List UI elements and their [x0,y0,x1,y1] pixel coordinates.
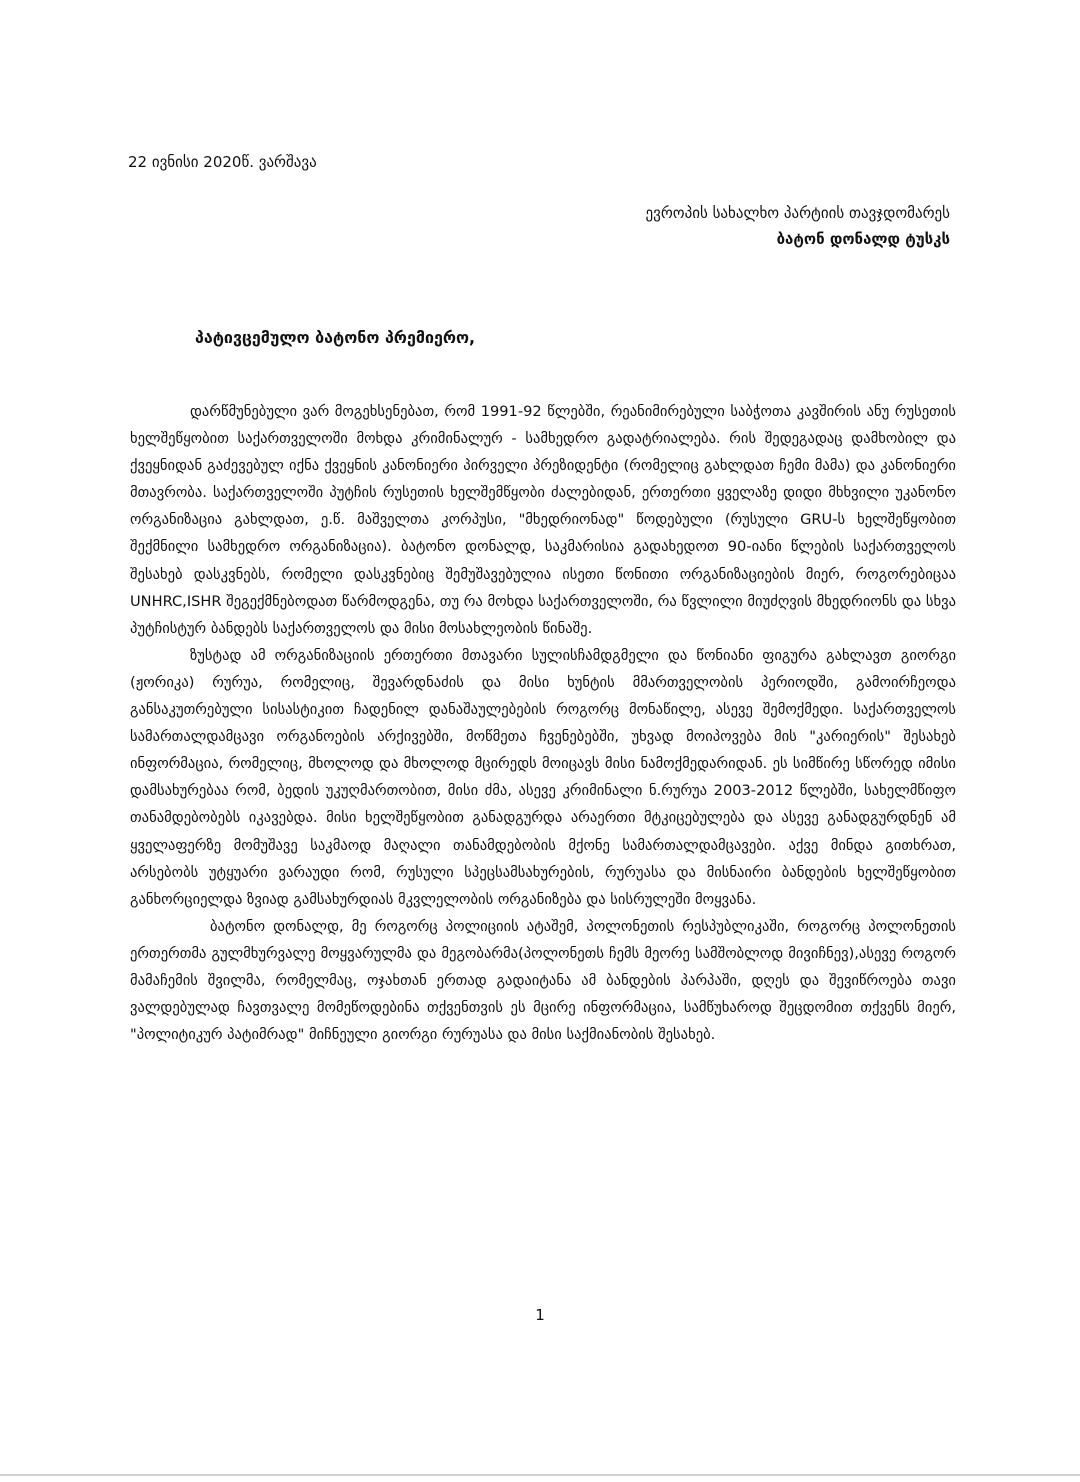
recipient-title: ევროპის სახალხო პარტიის თავჯდომარეს [645,204,950,222]
recipient-name: ბატონ დონალდ ტუსკს [776,230,950,248]
body-paragraph: ბატონო დონალდ, მე როგორც პოლიციის ატაშემ, პოლონეთის რესპუბლიკაში, როგორც პოლონეთის ერთერთმა გულმხურვალე მოყვარულმა და მეგობარმა(პოლონეთს ჩემს მეორე სამშობლოდ მივიჩნევ),ასევე როგორ მამაჩემის შვილმა, რომელმაც, ოჯახთან ერთად გადაიტანა ამ ბანდების პარპაში, დღეს და შევიწროება თავი ვალდებულად ჩავთვალე მომეწოდებინა თქვენთვის ეს მცირე ინფორმაცია, სამწუხაროდ შეცდომით თქვენს მიერ, "პოლიტიკურ პატიმრად" მიჩნეული გიორგი რურუასა და მისი საქმიანობის შესახებ. [130,917,956,1044]
page-number: 1 [535,1306,545,1324]
letter-date: 22 ივნისი 2020წ. ვარშავა [128,153,317,171]
page-bottom-divider [0,1474,1080,1476]
body-paragraph: დარწმუნებული ვარ მოგეხსენებათ, რომ 1991-92 წლებში, რეანიმირებული საბჭოთა კავშირის ანუ რუსეთის ხელშეწყობით საქართველოში მოხდა კრიმინალურ - სამხედრო გადატრიალება. რის შედეგადაც დამხობილ და ქვეყნიდან გაძევებულ იქნა ქვეყნის კანონიერი პირველი პრეზიდენტი (რომელიც გახლდათ ჩემი მამა) და კანონიერი მთავრობა. საქართველოში პუტჩის რუსეთის ხელშემწყობი ძალებიდან, ერთერთი ყველაზე დიდი მხხვილი უკანონო ორგანიზაცია გახლდათ, ე.წ. მაშველთა კორპუსი, "მხედრიონად" წოდებული (რუსული GRU-ს ხელშეწყობით შექმნილი სამხედრო ორგანიზაცია). ბატონო დონალდ, საკმარისია გადახედოთ 90-იანი წლების საქართველოს შესახებ დასკვნებს, რომელი დასკვნებიც შემუშავებულია ისეთი წონითი ორგანიზაციების მიერ, როგორებიცაა UNHRC,ISHR შეგექმნებოდათ წარმოდგენა, თუ რა მოხდა საქართველოში, რა წვლილი მიუძღვის მხედრიონს და სხვა პუტჩისტურ ბანდებს საქართველოს და მისი მოსახლეობის წინაშე. [130,403,956,637]
salutation: პატივცემულო ბატონო პრემიერო, [195,328,476,347]
body-paragraph: ზუსტად ამ ორგანიზაციის ერთერთი მთავარი სულისჩამდგმელი და წონიანი ფიგურა გახლავთ გიორგი (ჟორიკა) რურუა, რომელიც, შევარდნაძის და მისი ხუნტის მმართველობის პერიოდში, გამოირჩეოდა განსაკუთრებული სისასტიკით ჩადენილ დანაშაულებების როგორც მონაწილე, ასევე შემოქმედი. საქართველოს სამართალდამცავი ორგანოების არქივებში, მოწმეთა ჩვენებებში, უხვად მოიპოვება მის "კარიერის" შესახებ ინფორმაცია, რომელიც, მხოლოდ და მხოლოდ მცირედს მოიცავს მისი ნამოქმედარიდან. ეს სიმწირე სწორედ იმისი დამსახურებაა რომ, ბედის უკუღმართობით, მისი ძმა, ასევე კრიმინალი ნ.რურუა 2003-2012 წლებში, სახელმწიფო თანამდებობებს იკავებდა. მისი ხელშეწყობით განადგურდა არაერთი მტკიცებულება და ასევე განადგურდნენ ამ ყველაფერზე მომუშავე საკმაოდ მაღალი თანამდებობის მქონე სამართალდამცავები. აქვე მინდა გითხრათ, არსებობს უტყუარი ვარაუდი რომ, რუსული სპეცსამსახურების, რურუასა და მისნაირი ბანდების ხელშეწყობით განხორციელდა ზვიად გამსახურდიას მკვლელობის ორგანიზება და სისრულეში მოყვანა. [130,646,956,908]
letter-body [130,398,956,1048]
recipient-block [646,200,950,252]
